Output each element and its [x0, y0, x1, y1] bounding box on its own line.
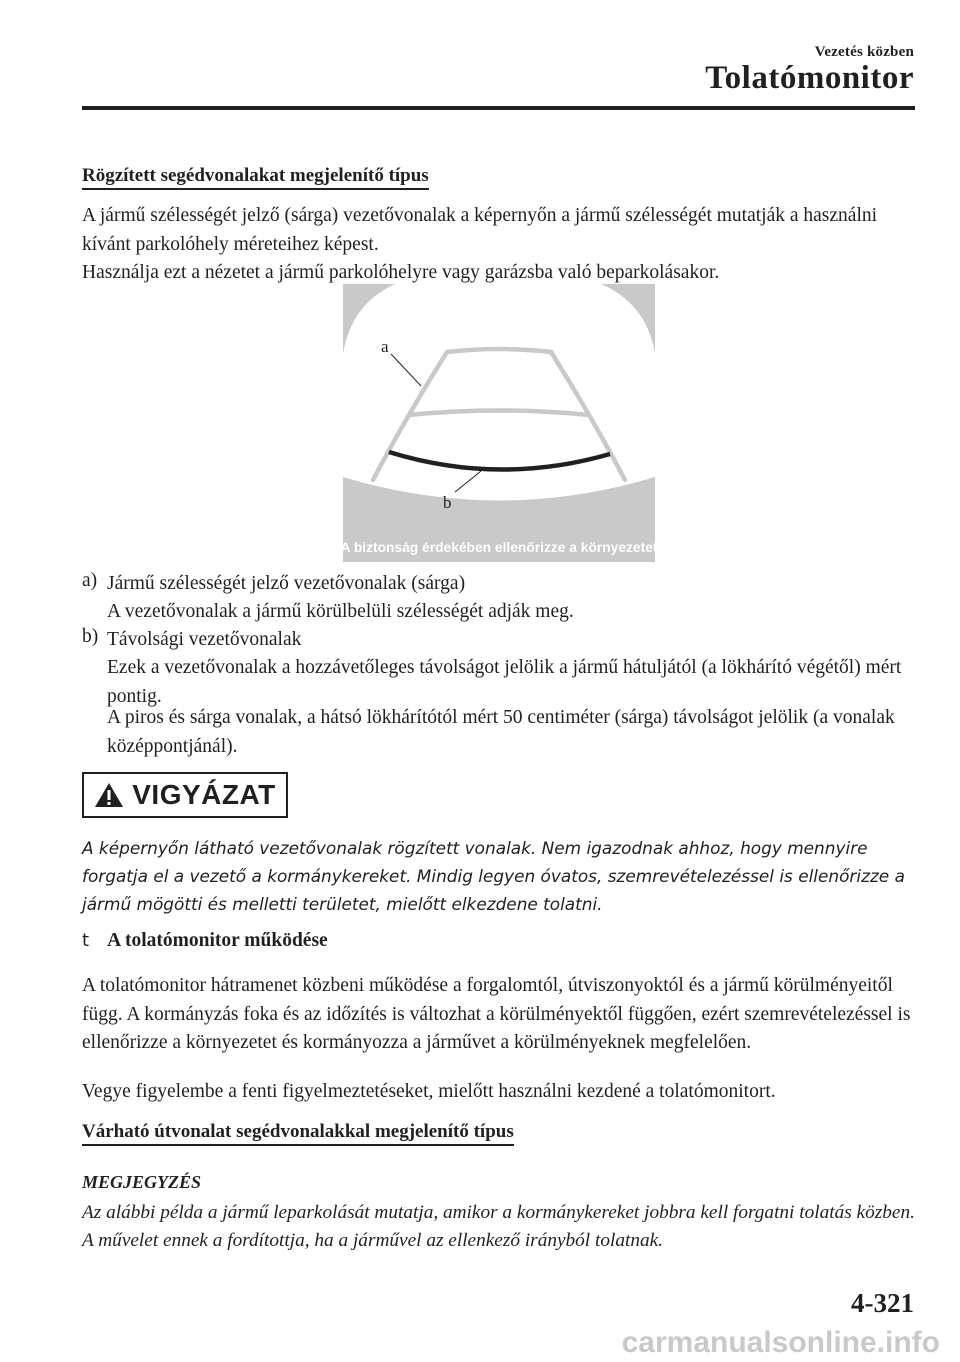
note-title: MEGJEGYZÉS — [82, 1172, 202, 1192]
item-b-description-1: Ezek a vezetővonalak a hozzávetőleges távolságot jelölik a jármű hátuljától (a lökhárító végétől) mért pontig. — [107, 657, 902, 707]
leader-a — [391, 354, 421, 386]
far-guide-line — [447, 349, 551, 352]
leader-b — [455, 471, 481, 492]
section-title-fixed-guides: Rögzített segédvonalakat megjelenítő típus — [82, 165, 429, 190]
item-a-label: a) — [82, 570, 98, 591]
subsection-paragraph-1: A tolatómonitor hátramenet közbeni működése a forgalomtól, útviszonyoktól és a jármű körülményeitől függ. A kormányzás foka és az időzítés is változhat a körülményektől függően, ezért szemrevételezéssel is ellenőrizze a környezetet és kormányozza a járművet a körülményeknek megfelelően. — [82, 975, 911, 1053]
item-b-label: b) — [82, 626, 99, 647]
section1-paragraph-1: A jármű szélességét jelző (sárga) vezetővonalak a képernyőn a jármű szélességét mutatják a használni kívánt parkolóhely méreteihez képest. — [82, 205, 878, 255]
warning-text: A képernyőn látható vezetővonalak rögzített vonalak. Nem igazodnak ahhoz, hogy mennyire forgatja el a vezető a kormánykereket. Mindig legyen óvatos, szemrevételezéssel is ellenőrizze a jármű mögötti és melletti területet, mielőtt elkezdene tolatni. — [82, 838, 905, 914]
diagram-label-a: a — [381, 337, 389, 356]
section-title-predicted-guides: Várható útvonalat segédvonalakkal megjelenítő típus — [82, 1121, 514, 1146]
running-header-title: Tolatómonitor — [705, 60, 914, 96]
warning-triangle-icon — [94, 782, 124, 808]
frame-top-right — [601, 284, 655, 354]
guide-diagram-svg — [343, 284, 655, 562]
diagram-label-b: b — [443, 493, 452, 512]
watermark: carmanualsonline.info — [621, 1326, 940, 1359]
middle-guide-line — [409, 411, 589, 416]
section1-paragraph-2: Használja ezt a nézetet a jármű parkolóhelyre vagy garázsba való beparkolásakor. — [82, 262, 720, 283]
subsection-bullet: t — [82, 930, 90, 951]
warning-label: VIGYÁZAT — [132, 779, 276, 810]
distance-guide-line — [389, 452, 610, 470]
subsection-title: A tolatómonitor működése — [107, 930, 328, 951]
note-text: Az alábbi példa a jármű leparkolását mutatja, amikor a kormánykereket jobbra kell forgatni tolatás közben. A művelet ennek a fordítottja, ha a járművel az ellenkező irányból tolatnak. — [82, 1202, 915, 1251]
item-a-title: Jármű szélességét jelző vezetővonalak (sárga) — [107, 573, 466, 594]
running-header-section: Vezetés közben — [814, 44, 914, 60]
subsection-heading — [82, 930, 328, 952]
item-a-description: A vezetővonalak a jármű körülbelüli szélességét adják meg. — [107, 601, 574, 622]
item-b-title: Távolsági vezetővonalak — [107, 629, 302, 650]
rear-camera-guide-diagram — [343, 284, 655, 562]
warning-box — [82, 772, 288, 818]
subsection-paragraph-2: Vegye figyelembe a fenti figyelmeztetéseket, mielőtt használni kezdené a tolatómonitort. — [82, 1081, 776, 1102]
header-rule — [82, 106, 915, 110]
page-number: 4-321 — [851, 1288, 914, 1318]
item-b-description-2: A piros és sárga vonalak, a hátsó lökhárítótól mért 50 centiméter (sárga) távolságot jelölik (a vonalak középpontjánál). — [107, 707, 895, 757]
diagram-caption: A biztonság érdekében ellenőrizze a környezetet — [343, 540, 655, 555]
